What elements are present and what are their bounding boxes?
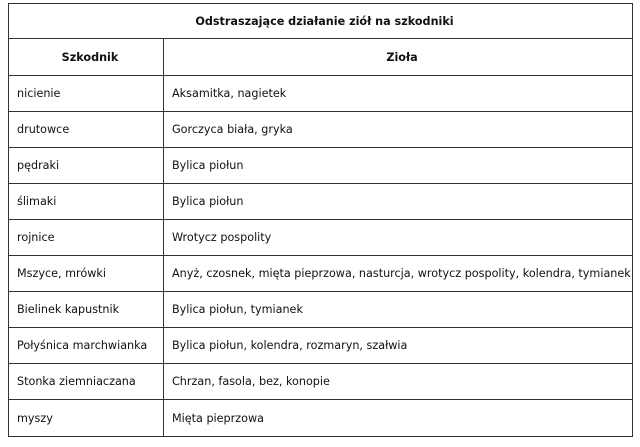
table-row [9,292,633,328]
table-row [9,256,633,292]
cell-herbs: Mięta pieprzowa [164,400,633,437]
table-header-row [9,39,633,76]
column-header-pest: Szkodnik [9,39,164,76]
cell-herbs: Chrzan, fasola, bez, konopie [164,364,633,400]
herbs-vs-pests-table [8,3,633,437]
cell-herbs: Bylica piołun, kolendra, rozmaryn, szałwia [164,328,633,364]
cell-herbs: Bylica piołun [164,148,633,184]
cell-herbs: Gorczyca biała, gryka [164,112,633,148]
column-header-herbs: Zioła [164,39,633,76]
cell-pest: myszy [9,400,164,437]
cell-pest: Stonka ziemniaczana [9,364,164,400]
cell-herbs: Wrotycz pospolity [164,220,633,256]
table-title: Odstraszające działanie ziół na szkodniki [9,4,633,39]
cell-herbs: Bylica piołun [164,184,633,220]
cell-pest: ślimaki [9,184,164,220]
cell-pest: Połyśnica marchwianka [9,328,164,364]
table-row [9,400,633,437]
cell-pest: pędraki [9,148,164,184]
table-row [9,112,633,148]
table-row [9,184,633,220]
table-title-row [9,4,633,39]
cell-herbs: Anyż, czosnek, mięta pieprzowa, nasturcja, wrotycz pospolity, kolendra, tymianek [164,256,633,292]
table-row [9,220,633,256]
cell-pest: nicienie [9,76,164,112]
table-row [9,148,633,184]
table-row [9,328,633,364]
cell-pest: drutowce [9,112,164,148]
cell-pest: rojnice [9,220,164,256]
cell-herbs: Bylica piołun, tymianek [164,292,633,328]
table-row [9,76,633,112]
cell-herbs: Aksamitka, nagietek [164,76,633,112]
table-row [9,364,633,400]
cell-pest: Bielinek kapustnik [9,292,164,328]
cell-pest: Mszyce, mrówki [9,256,164,292]
